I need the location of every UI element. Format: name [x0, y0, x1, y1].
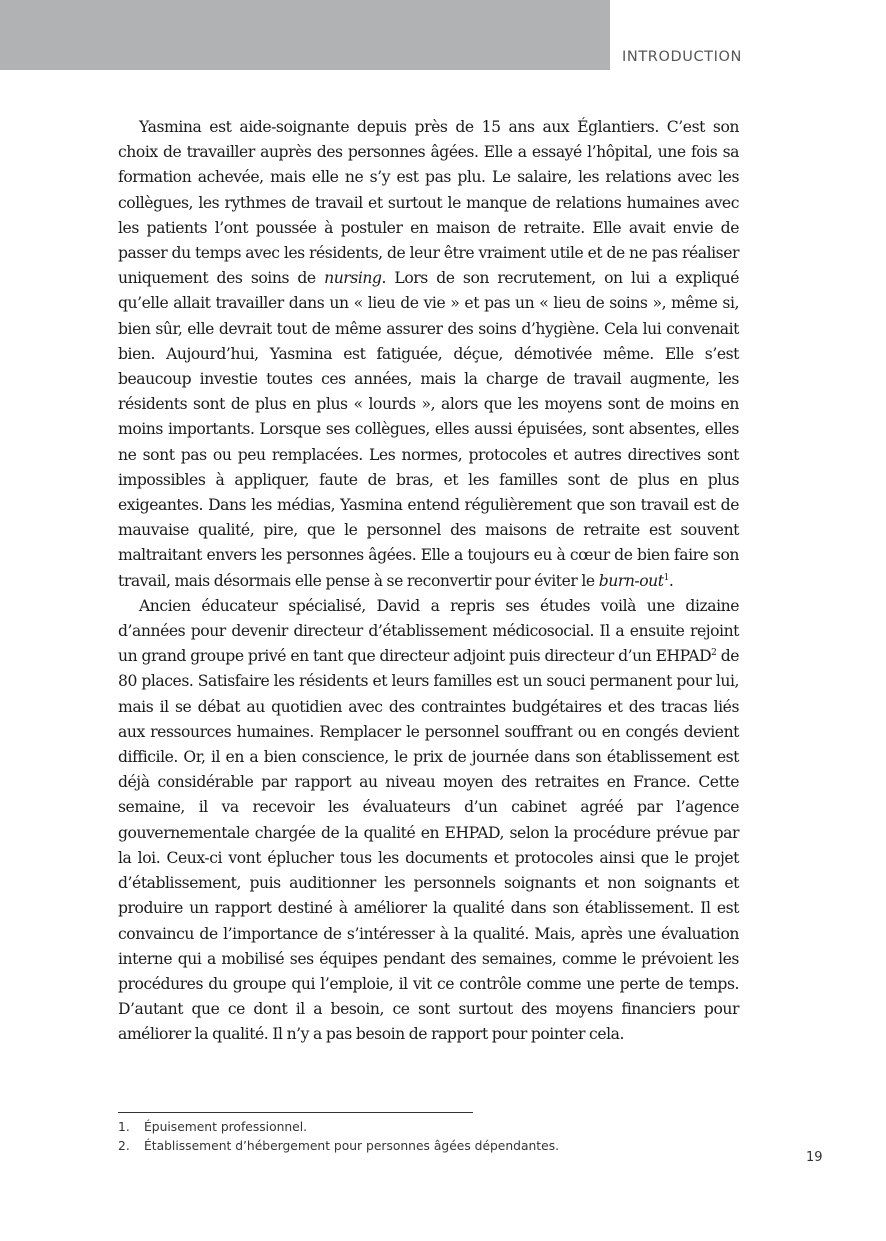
paragraph-text: . Lors de son recrutement, on lui a expliqué qu’elle allait travailler dans un « lieu de vie » et pas un « lieu de soins », même si, bien sûr, elle devrait tout de même assurer des soins d’hygiène. Cela lui convenait bien. Aujourd’hui, Yasmina est fatiguée, déçue, démotivée même. Elle s’est beaucoup investie toutes ces années, mais la charge de travail augmente, les résidents sont de plus en plus « lourds », alors que les moyens sont de moins en moins importants. Lorsque ses collègues, elles aussi épuisées, sont absentes, elles ne sont pas ou peu remplacées. Les normes, protocoles et autres directives sont impossibles à appliquer, faute de bras, et les familles sont de plus en plus exigeantes. Dans les médias, Yasmina entend régulièrement que son travail est de mauvaise qualité, pire, que le personnel des maisons de retraite est souvent maltraitant envers les personnes âgées. Elle a toujours eu à cœur de bien faire son travail, mais désormais elle pense à se reconvertir pour éviter le: [118, 269, 739, 590]
paragraph-text: .: [668, 571, 674, 590]
footnote-1: [118, 1118, 738, 1137]
body-text: [118, 115, 739, 1048]
running-head: INTRODUCTION: [622, 49, 742, 65]
paragraph-text: Yasmina est aide-soignante depuis près de 15 ans aux Églantiers. C’est son choix de travailler auprès des personnes âgées. Elle a essayé l’hôpital, une fois sa formation achevée, mais elle ne s’y est pas plu. Le salaire, les relations avec les collègues, les rythmes de travail et surtout le manque de relations humaines avec les patients l’ont poussée à postuler en maison de retraite. Elle avait envie de passer du temps avec les résidents, de leur être vraiment utile et de ne pas réaliser uniquement des soins de: [118, 118, 739, 288]
footnote-ref-1[interactable]: 1: [663, 572, 669, 583]
footnotes: [118, 1118, 738, 1156]
paragraph-yasmina: [118, 115, 739, 594]
header-bar: [0, 0, 610, 70]
footnote-number: 2.: [118, 1139, 130, 1153]
page-number: 19: [806, 1150, 823, 1165]
footnote-text: Épuisement professionnel.: [144, 1120, 308, 1134]
footnote-text: Établissement d’hébergement pour personnes âgées dépendantes.: [144, 1139, 560, 1153]
paragraph-david: [118, 594, 739, 1048]
footnote-divider: [118, 1112, 473, 1113]
emphasis-nursing: nursing: [324, 269, 382, 288]
footnote-ref-2[interactable]: 2: [711, 648, 717, 659]
footnote-2: [118, 1137, 738, 1156]
footnote-number: 1.: [118, 1120, 130, 1134]
paragraph-text: Ancien éducateur spécialisé, David a repris ses études voilà une dizaine d’années pour devenir directeur d’établissement médicosocial. Il a ensuite rejoint un grand groupe privé en tant que directeur adjoint puis directeur d’un EHPAD: [118, 596, 739, 666]
emphasis-burn-out: burn-out: [598, 571, 664, 590]
paragraph-text: de 80 places. Satisfaire les résidents et leurs familles est un souci permanent pour lui, mais il se débat au quotidien avec des contraintes budgétaires et des tracas liés aux ressources humaines. Remplacer le personnel souffrant ou en congés devient difficile. Or, il en a bien conscience, le prix de journée dans son établissement est déjà considérable par rapport au niveau moyen des retraites en France. Cette semaine, il va recevoir les évaluateurs d’un cabinet agréé par l’agence gouvernementale chargée de la qualité en EHPAD, selon la procédure prévue par la loi. Ceux-ci vont éplucher tous les documents et protocoles ainsi que le projet d’établissement, puis auditionner les personnels soignants et non soignants et produire un rapport destiné à améliorer la qualité dans son établissement. Il est convaincu de l’importance de s’intéresser à la qualité. Mais, après une évaluation interne qui a mobilisé ses équipes pendant des semaines, comme le prévoient les procédures du groupe qui l’emploie, il vit ce contrôle comme une perte de temps. D’autant que ce dont il a besoin, ce sont surtout des moyens financiers pour améliorer la qualité. Il n’y a pas besoin de rapport pour pointer cela.: [118, 647, 739, 1044]
